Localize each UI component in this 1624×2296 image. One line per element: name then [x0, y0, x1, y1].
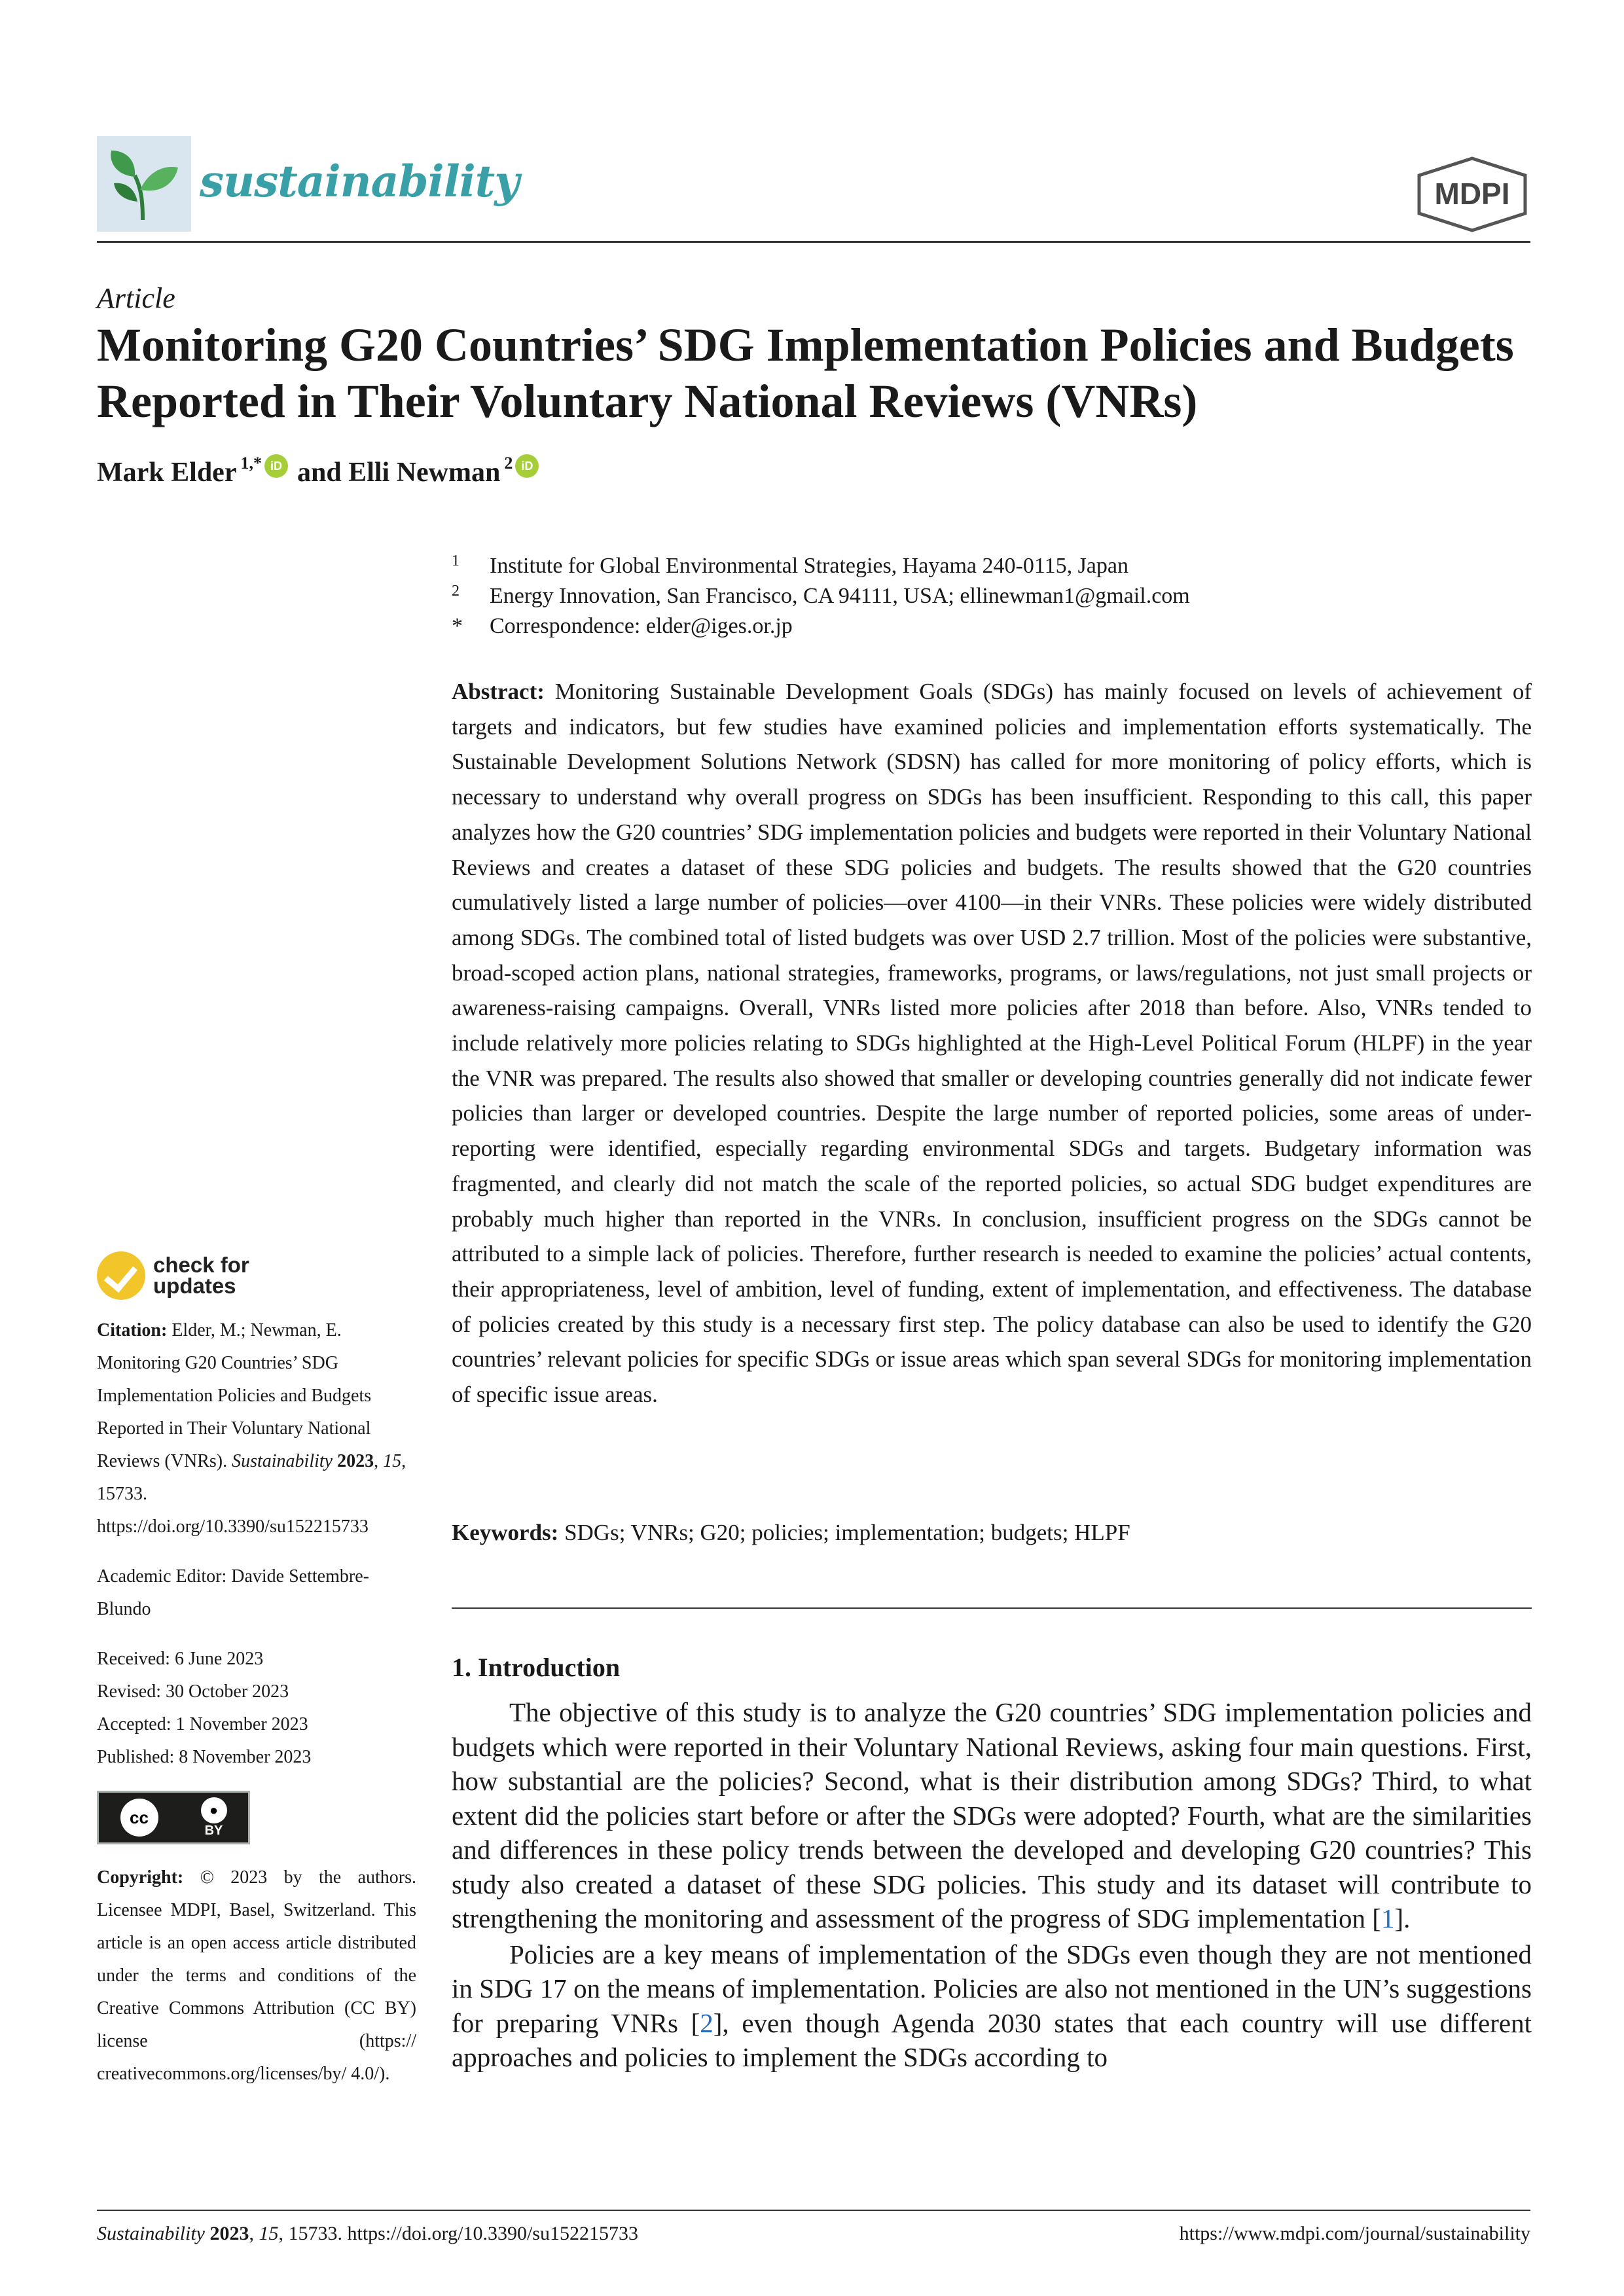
orcid-icon[interactable]: iD [264, 454, 288, 478]
citation-volume: 15 [383, 1451, 402, 1471]
date-published: Published: 8 November 2023 [97, 1747, 312, 1767]
keywords-text: SDGs; VNRs; G20; policies; implementation; budgets; HLPF [564, 1520, 1130, 1545]
paragraph-text: The objective of this study is to analyze the G20 countries’ SDG implementation policies and budgets which were reported in their Voluntary National Reviews, asking four main questions. First, how substantial are the policies? Second, what is their distribution among SDGs? Third, to what extent did the policies start before or after the SDGs were adopted? Fourth, what are the similarities and differences in these policy trends between the developed and developing G20 countries? This study also created a dataset of these SDG policies. This study and its dataset will contribute to strengthening the monitoring and assessment of the progress of SDG implementation [452, 1697, 1532, 1933]
affiliations [452, 551, 1532, 641]
footer-rule [97, 2210, 1530, 2211]
person-icon: ● [201, 1797, 227, 1823]
affiliation-item [452, 611, 1532, 641]
section-title: 1. Introduction [452, 1653, 621, 1682]
check-for-updates-badge[interactable] [97, 1251, 249, 1300]
author-list [97, 454, 548, 488]
abstract-text: Monitoring Sustainable Development Goals (SDGs) has mainly focused on levels of achievement of targets and indicators, but few studies have examined policies and implementation efforts systematically. The Sustainable Development Solutions Network (SDSN) has called for more monitoring of policy efforts, which is necessary to understand why overall progress on SDGs has been insufficient. Responding to this call, this paper analyzes how the G20 countries’ SDG implementation policies and budgets were reported in their Voluntary National Reviews and creates a dataset of these SDG policies and budgets. The results showed that the G20 countries cumulatively listed a large number of policies—over 4100—in their VNRs. These policies were widely distributed among SDGs. The combined total of listed budgets was over USD 2.7 trillion. Most of the policies were substantive, broad-scoped action plans, national strategies, frameworks, programs, or laws/regulations, not just small projects or awareness-raising campaigns. Overall, VNRs listed more policies after 2018 than before. Also, VNRs tended to include relatively more policies relating to SDGs highlighted at the High-Level Political Forum (HLPF) in the year the VNR was prepared. The results also showed that smaller or developing countries generally did not indicate fewer policies than larger or developed countries. Despite the large number of reported policies, some areas of under-reporting were identified, especially regarding environmental SDGs and targets. Budgetary information was fragmented, and clearly did not match the scale of the reported policies, so actual SDG budget expenditures are probably much higher than reported in the VNRs. In conclusion, insufficient progress on the SDGs cannot be attributed to a simple lack of policies. Therefore, further research is needed to examine the policies’ actual contents, their appropriateness, level of ambition, level of funding, extent of implementation, and effectiveness. The database of policies created by this study is a necessary first step. The policy database can also be used to identify the G20 countries’ relevant policies for specific SDGs or issue areas which span several SDGs for monitoring implementation of specific issue areas. [452, 679, 1532, 1408]
mdpi-hexagon-icon [1414, 156, 1530, 233]
footer-citation: Sustainability 2023, 15, 15733. https://doi.org/10.3390/su152215733 [97, 2223, 638, 2244]
citation-year: 2023 [337, 1451, 374, 1471]
cc-icon: cc [120, 1799, 158, 1837]
citation-text: Elder, M.; Newman, E. Monitoring G20 Countries’ SDG Implementation Policies and Budgets Reported in Their Voluntary National Reviews (VNRs). [97, 1320, 372, 1471]
citation-block: Citation: Elder, M.; Newman, E. Monitoring G20 Countries’ SDG Implementation Policies and Budgets Reported in Their Voluntary National Reviews (VNRs). Sustainability 2023, 15, 15733. https://doi.org/10.3390/su152215733 [97, 1320, 406, 1537]
affiliation-text: Institute for Global Environmental Strategies, Hayama 240-0115, Japan [490, 554, 1128, 578]
article-type: Article [97, 282, 175, 314]
check-for-updates-text [153, 1255, 249, 1297]
footer-year: 2023 [209, 2223, 249, 2244]
author-name[interactable]: Mark Elder [97, 457, 237, 488]
author-name[interactable]: and Elli Newman [297, 457, 501, 488]
date-received: Received: 6 June 2023 [97, 1649, 264, 1669]
date-revised: Revised: 30 October 2023 [97, 1681, 289, 1702]
affiliation-text[interactable]: Energy Innovation, San Francisco, CA 94111, USA; ellinewman1@gmail.com [490, 584, 1190, 608]
cc-by-text: BY [204, 1823, 223, 1838]
reference-link[interactable]: 1 [1380, 1903, 1395, 1933]
by-block [201, 1797, 227, 1839]
affiliation-item [452, 581, 1532, 611]
check-updates-line1: check for [153, 1253, 249, 1277]
abstract-rule [452, 1607, 1532, 1609]
citation-journal: Sustainability [232, 1451, 333, 1471]
check-updates-line2: updates [153, 1274, 236, 1298]
academic-editor: Academic Editor: Davide Settembre-Blundo [97, 1566, 369, 1619]
citation-label: Citation: [97, 1320, 168, 1340]
header-rule [97, 241, 1530, 243]
article-title: Monitoring G20 Countries’ SDG Implementation Policies and Budgets Reported in Their Voluntary National Reviews (VNRs) [97, 319, 1514, 427]
date-accepted: Accepted: 1 November 2023 [97, 1714, 308, 1734]
publication-dates [97, 1643, 416, 1774]
check-icon [97, 1251, 145, 1300]
author-affiliation-mark: 1,* [240, 454, 262, 473]
journal-logo[interactable] [97, 136, 191, 232]
citation-doi[interactable]: , 15733. https://doi.org/10.3390/su152215733 [97, 1451, 406, 1537]
footer-volume: 15 [259, 2223, 279, 2244]
section-body [452, 1695, 1532, 2075]
copyright-text: © 2023 by the authors. Licensee MDPI, Basel, Switzerland. This article is an open access article distributed under the terms and conditions of the Creative Commons Attribution (CC BY) license (https:// creativecommons.org/licenses/by/ 4.0/). [97, 1867, 416, 2084]
leaf-icon [97, 136, 191, 232]
author-affiliation-mark: 2 [504, 454, 513, 473]
affiliation-mark: * [452, 614, 463, 638]
mdpi-logo[interactable] [1414, 156, 1530, 233]
footer-doi[interactable]: , 15733. https://doi.org/10.3390/su152215733 [278, 2223, 638, 2244]
reference-link[interactable]: 2 [700, 2007, 713, 2038]
paragraph: The objective of this study is to analyze the G20 countries’ SDG implementation policies and budgets which were reported in their Voluntary National Reviews, asking four main questions. First, how substantial are the policies? Second, what is their distribution among SDGs? Third, to what extent did the policies start before or after the SDGs were adopted? Fourth, what are the similarities and differences in these policy trends between the developed and developing G20 countries? This study also created a dataset of these SDG policies. This study and its dataset will contribute to strengthening the monitoring and assessment of the progress of SDG implementation [1]. [452, 1697, 1532, 1933]
abstract [452, 674, 1532, 1412]
affiliation-mark: 2 [452, 583, 460, 600]
copyright-label: Copyright: [97, 1867, 184, 1888]
copyright-block [97, 1861, 416, 2090]
journal-name[interactable]: sustainability [200, 156, 519, 207]
abstract-label: Abstract: [452, 679, 545, 704]
paragraph-text: Policies are a key means of implementation of the SDGs even though they are not mentioned in SDG 17 on the means of implementation. Policies are also not mentioned in the UN’s suggestions for preparing VNRs [452, 1939, 1532, 2038]
footer-journal-url[interactable]: https://www.mdpi.com/journal/sustainability [1179, 2223, 1530, 2244]
orcid-icon[interactable]: iD [515, 454, 539, 478]
paragraph-text: , even though Agenda 2030 states that each country will use different approaches and policies to implement the SDGs according to [452, 2007, 1532, 2072]
affiliation-mark: 1 [452, 552, 460, 569]
affiliation-item [452, 551, 1532, 581]
keywords [452, 1520, 1532, 1546]
mdpi-logo-text: MDPI [1434, 177, 1510, 211]
footer-journal: Sustainability [97, 2223, 205, 2244]
paragraph: Policies are a key means of implementation of the SDGs even though they are not mentioned in SDG 17 on the means of implementation. Policies are also not mentioned in the UN’s suggestions for preparing VNRs [2], even though Agenda 2030 states that each country will use different approaches and policies to implement the SDGs according to [452, 1939, 1532, 2072]
keywords-label: Keywords: [452, 1520, 559, 1545]
correspondence-text[interactable]: Correspondence: elder@iges.or.jp [490, 614, 793, 638]
cc-by-license-badge[interactable] [97, 1791, 250, 1844]
